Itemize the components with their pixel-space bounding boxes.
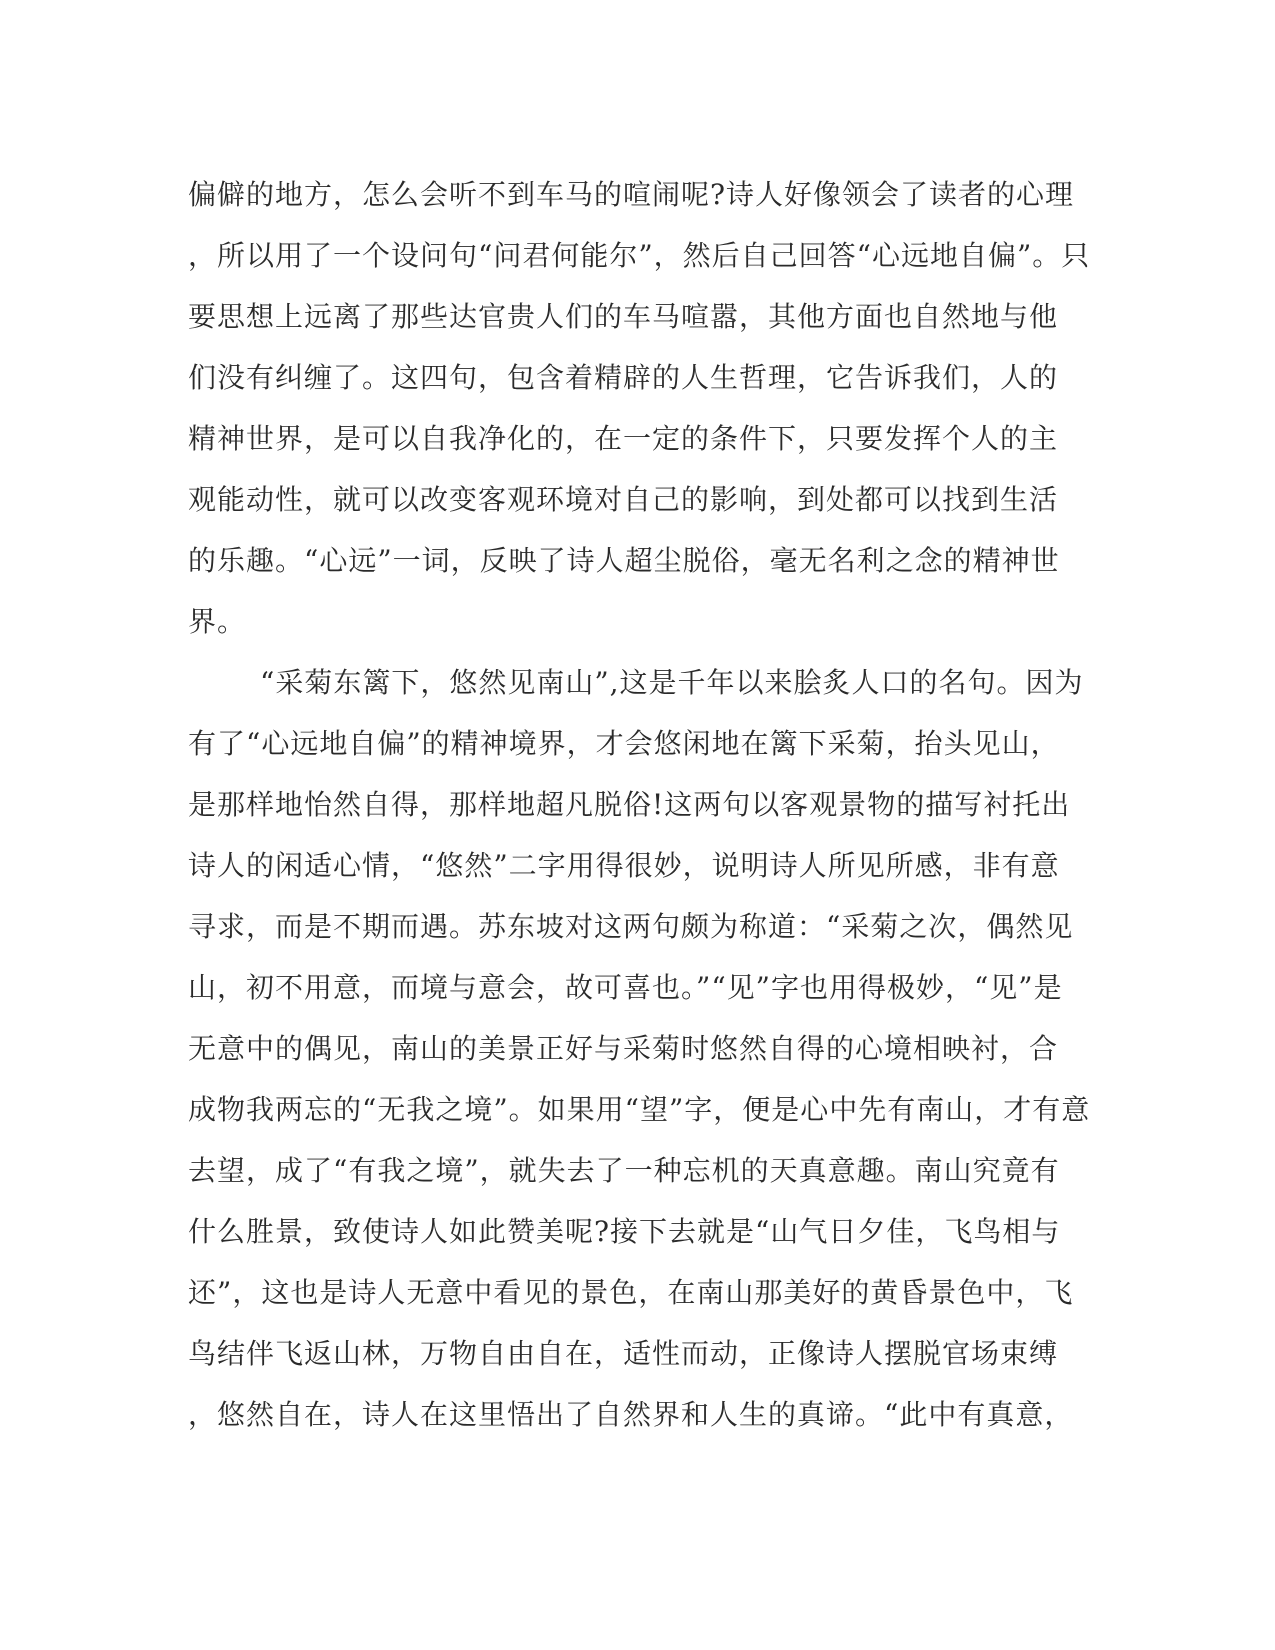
text-line: 山，初不用意，而境与意会，故可喜也。”“见”字也用得极妙，“见”是: [188, 971, 1063, 1004]
text-line: 成物我两忘的“无我之境”。如果用“望”字，便是心中先有南山，才有意: [188, 1093, 1091, 1126]
paragraph-2: [188, 652, 1091, 1445]
body-text: [188, 164, 1091, 1445]
text-line: 偏僻的地方，怎么会听不到车马的喧闹呢?诗人好像领会了读者的心理: [188, 178, 1075, 211]
text-line-indented: “采菊东篱下，悠然见南山”,这是千年以来脍炙人口的名句。因为: [260, 666, 1084, 699]
text-line: 什么胜景，致使诗人如此赞美呢?接下去就是“山气日夕佳，飞鸟相与: [188, 1215, 1061, 1248]
text-line: 界。: [188, 605, 247, 638]
text-line: ，所以用了一个设问句“问君何能尔”，然后自己回答“心远地自偏”。只: [188, 239, 1091, 272]
text-line: 鸟结伴飞返山林，万物自由自在，适性而动，正像诗人摆脱官场束缚: [188, 1337, 1059, 1370]
text-line: ，悠然自在，诗人在这里悟出了自然界和人生的真谛。“此中有真意，: [188, 1398, 1074, 1431]
text-line: 精神世界，是可以自我净化的，在一定的条件下，只要发挥个人的主: [188, 422, 1059, 455]
text-line: 无意中的偶见，南山的美景正好与采菊时悠然自得的心境相映衬，合: [188, 1032, 1059, 1065]
text-line: 诗人的闲适心情，“悠然”二字用得很妙，说明诗人所见所感，非有意: [188, 849, 1060, 882]
text-line: 寻求，而是不期而遇。苏东坡对这两句颇为称道：“采菊之次，偶然见: [188, 910, 1074, 943]
text-line: 要思想上远离了那些达官贵人们的车马喧嚣，其他方面也自然地与他: [188, 300, 1059, 333]
text-line: 们没有纠缠了。这四句，包含着精辟的人生哲理，它告诉我们，人的: [188, 361, 1059, 394]
text-line: 去望，成了“有我之境”，就失去了一种忘机的天真意趣。南山究竟有: [188, 1154, 1060, 1187]
paragraph-1: [188, 164, 1091, 652]
text-line: 观能动性，就可以改变客观环境对自己的影响，到处都可以找到生活: [188, 483, 1059, 516]
text-line: 还”，这也是诗人无意中看见的景色，在南山那美好的黄昏景色中，飞: [188, 1276, 1074, 1309]
text-line: 有了“心远地自偏”的精神境界，才会悠闲地在篱下采菊，抬头见山，: [188, 727, 1060, 760]
text-line: 的乐趣。“心远”一词，反映了诗人超尘脱俗，毫无名利之念的精神世: [188, 544, 1060, 577]
text-line: 是那样地怡然自得，那样地超凡脱俗!这两句以客观景物的描写衬托出: [188, 788, 1071, 821]
